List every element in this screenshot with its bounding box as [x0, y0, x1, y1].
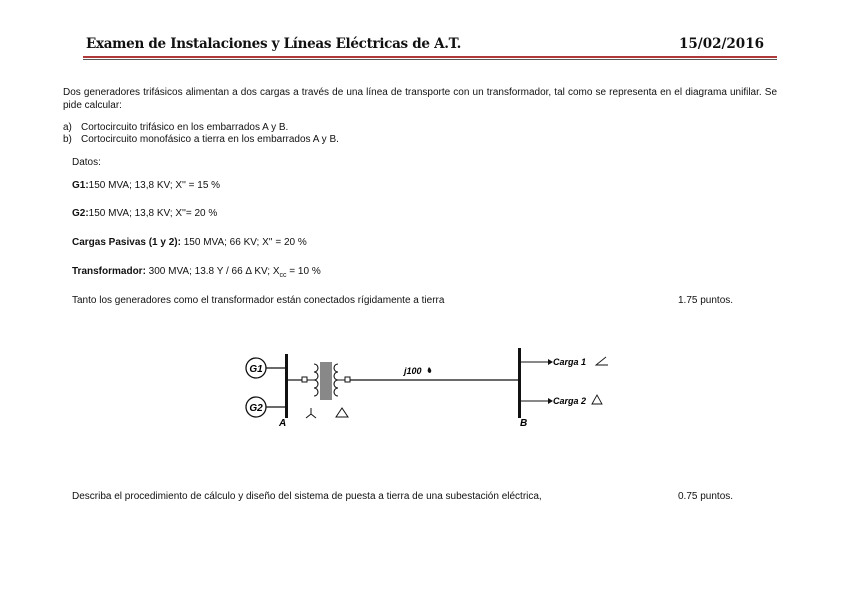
omega-icon — [428, 367, 432, 373]
question-a — [63, 122, 288, 134]
g1-data — [72, 180, 220, 192]
bus-b-label: B — [520, 418, 528, 429]
transformer-data — [72, 266, 321, 282]
load-1-angle-icon — [596, 357, 608, 365]
question-marker: a) — [63, 122, 72, 133]
line-impedance-label: j100 — [404, 366, 422, 376]
points-1: 1.75 puntos. — [678, 295, 734, 306]
intro-paragraph: Dos generadores trifásicos alimentan a dos cargas a través de una línea de transporte con un transformador, tal como se representa en el diagrama unifilar. Se pide calcular: — [63, 87, 777, 111]
delta-icon — [336, 408, 348, 417]
question-text: Cortocircuito trifásico en los embarrados A y B. — [81, 122, 289, 133]
datos-label: Datos: — [72, 157, 101, 168]
bus-a — [285, 354, 288, 418]
grounding-note: Tanto los generadores como el transformador están conectados rígidamente a tierra — [72, 295, 445, 306]
load-2-label: Carga 2 — [553, 396, 587, 406]
bus-b — [518, 348, 521, 418]
question-b — [63, 134, 339, 146]
transformer-tail: = 10 % — [286, 266, 321, 277]
g2-data — [72, 208, 217, 220]
g1-value: 150 MVA; 13,8 KV; X'' = 15 % — [88, 180, 221, 191]
g2-value: 150 MVA; 13,8 KV; X''= 20 % — [88, 208, 218, 219]
header-rule — [83, 56, 777, 58]
transformer-sub: cc — [279, 272, 287, 279]
g2-label: G2: — [72, 208, 89, 219]
transformer-value: 300 MVA; 13.8 Y / 66 Δ KV; X — [145, 266, 280, 277]
question-2: Describa el procedimiento de cálculo y diseño del sistema de puesta a tierra de una subestación eléctrica, — [72, 491, 542, 502]
question-marker: b) — [63, 134, 72, 145]
page-header — [86, 36, 764, 58]
exam-date: 15/02/2016 — [678, 36, 764, 52]
exam-title: Examen de Instalaciones y Líneas Eléctricas de A.T. — [86, 36, 462, 52]
g1-label: G1: — [72, 180, 89, 191]
transformer-symbol — [314, 362, 338, 400]
loads-value: 150 MVA; 66 KV; X'' = 20 % — [180, 237, 307, 248]
load-1-label: Carga 1 — [553, 357, 587, 367]
header-rule-thin — [83, 59, 777, 60]
load-2-delta-icon — [592, 395, 602, 404]
points-2: 0.75 puntos. — [678, 491, 734, 502]
bus-a-label: A — [279, 418, 287, 429]
single-line-diagram — [230, 340, 620, 435]
transformer-label: Transformador: — [72, 266, 146, 277]
gen2-label: G2 — [249, 403, 263, 414]
wye-grounded-icon — [306, 408, 316, 418]
gen1-label: G1 — [249, 364, 263, 375]
loads-label: Cargas Pasivas (1 y 2): — [72, 237, 181, 248]
question-text: Cortocircuito monofásico a tierra en los embarrados A y B. — [81, 134, 339, 145]
loads-data — [72, 237, 307, 249]
